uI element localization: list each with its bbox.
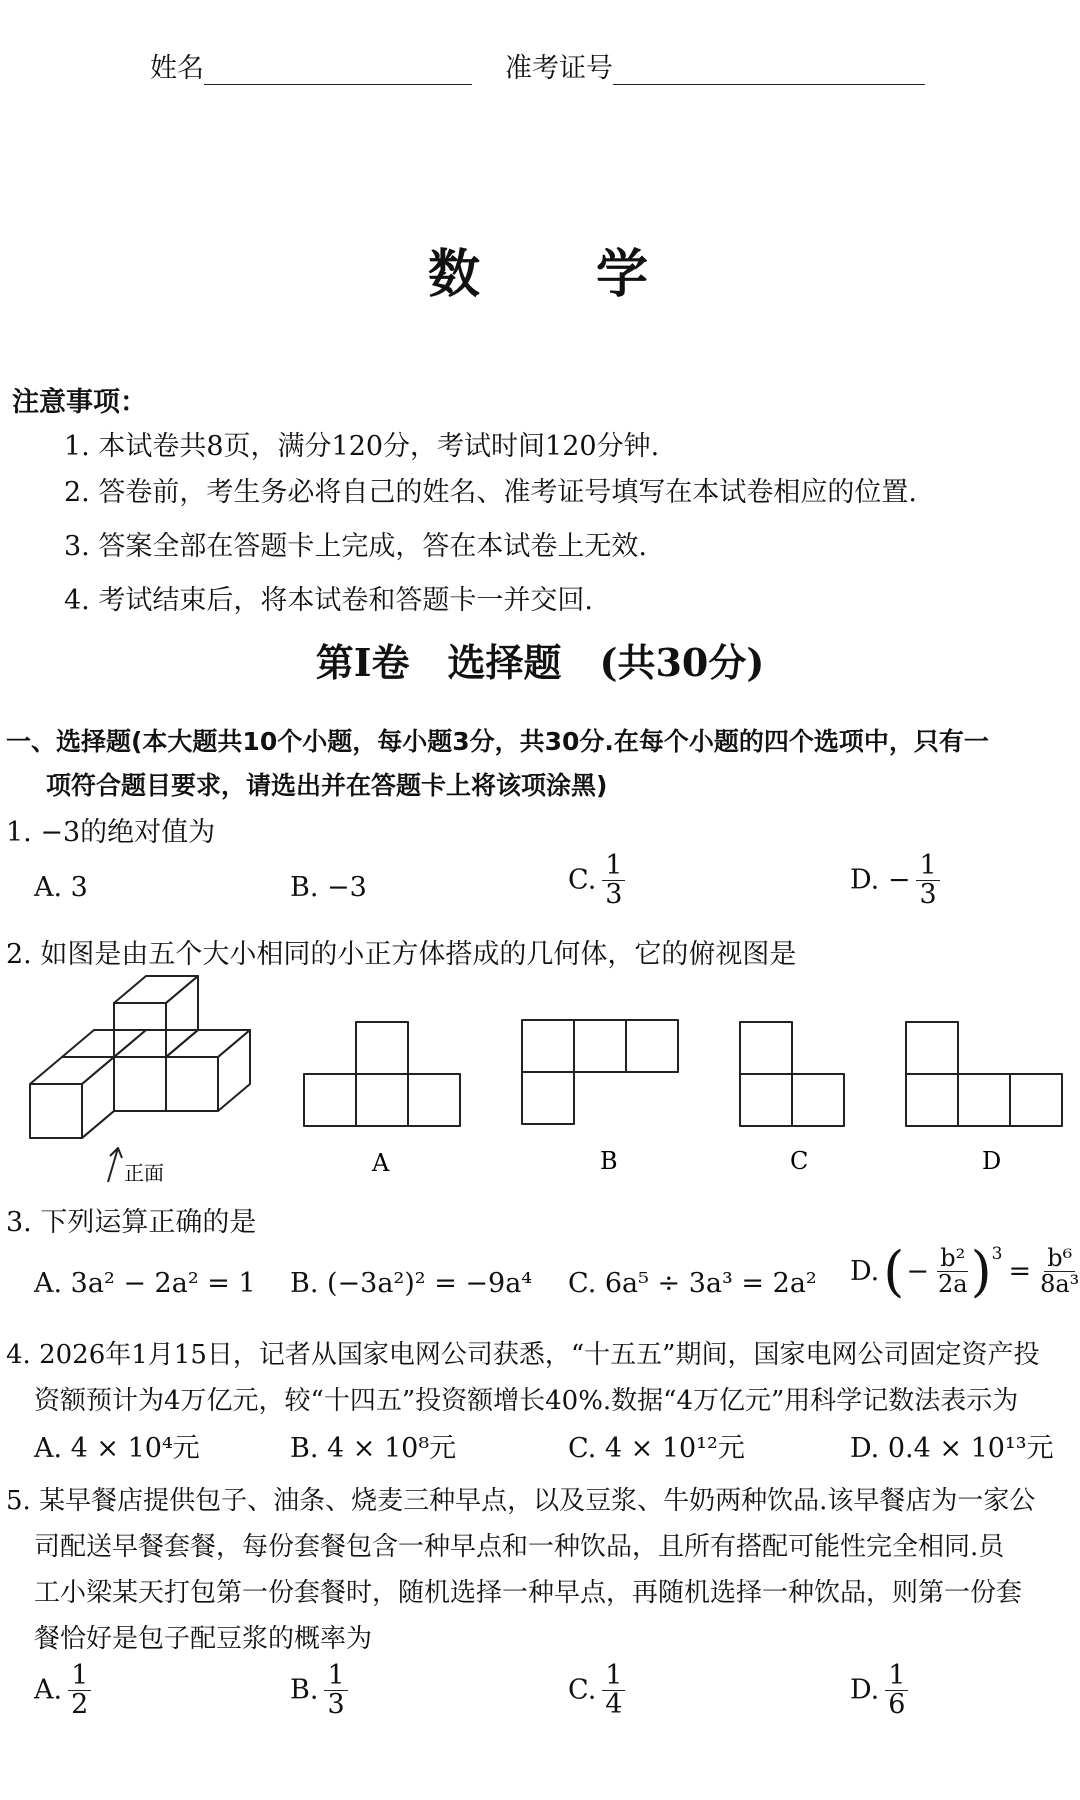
q5-option-d: D. $\frac{1}{6}$ [850,1662,908,1720]
notice-item: 2. 答卷前，考生务必将自己的姓名、准考证号填写在本试卷相应的位置. [64,477,917,508]
notice-item: 4. 考试结束后，将本试卷和答题卡一并交回. [64,585,593,616]
q5-option-b: B. $\frac{1}{3}$ [290,1662,348,1720]
q2-label-c: C [790,1147,809,1175]
q2-option-d-figure [906,1022,1062,1126]
section-title: 第Ⅰ卷 选择题 (共30分) [315,640,765,685]
q1-option-d: D. − $\frac{1}{3}$ [850,852,940,910]
q5-line4: 餐恰好是包子配豆浆的概率为 [34,1624,373,1654]
q4-option-d: D. 0.4 × 10¹³元 [850,1433,1054,1464]
q2-label-a: A [372,1149,390,1177]
q3-option-a: A. 3a² − 2a² = 1 [34,1268,256,1299]
q1-option-b: B. −3 [290,872,367,903]
q5-line3: 工小梁某天打包第一份套餐时，随机选择一种早点，再随机选择一种饮品，则第一份套 [34,1578,1023,1608]
q3-option-d: D. ( − $\frac{\text{b²}}{2a}$ ) 3 = $\frac{\text{b⁶}}{\text{8a³}}$ [850,1240,1080,1303]
q2-label-b: B [600,1147,618,1175]
q4-option-b: B. 4 × 10⁸元 [290,1433,457,1464]
q5-option-c: C. $\frac{1}{4}$ [568,1662,625,1720]
part1-instruction-line2: 项符合题目要求，请选出并在答题卡上将该项涂黑) [46,771,608,800]
q3-option-c: C. 6a⁵ ÷ 3a³ = 2a² [568,1268,817,1299]
notice-item: 3. 答案全部在答题卡上完成，答在本试卷上无效. [64,531,647,562]
q5-line1: 5. 某早餐店提供包子、油条、烧麦三种早点，以及豆浆、牛奶两种饮品.该早餐店为一家公 [6,1486,1036,1516]
q2-option-c-figure [740,1022,844,1126]
q2-label-d: D [982,1147,1002,1175]
page-title: 数 学 [427,245,652,305]
q3-option-b: B. (−3a²)² = −9a⁴ [290,1268,533,1299]
q2-figure [0,960,1080,1190]
cube-solid-figure [30,976,250,1182]
q3-stem: 3. 下列运算正确的是 [6,1207,257,1238]
q4-option-c: C. 4 × 10¹²元 [568,1433,745,1464]
notice-heading: 注意事项： [12,387,147,418]
q2-option-a-figure [304,1022,460,1126]
q5-line2: 司配送早餐套餐，每份套餐包含一种早点和一种饮品，且所有搭配可能性完全相同.员 [34,1532,1005,1562]
part1-instruction-line1: 一、选择题(本大题共10个小题，每小题3分，共30分.在每个小题的四个选项中，只有一 [6,727,989,756]
q1-option-a: A. 3 [34,872,88,903]
front-label: 正面 [124,1161,164,1185]
name-field [150,46,472,85]
q1-option-c: C. $\frac{1}{3}$ [568,852,625,910]
exam-id-label: 准考证号 [505,53,613,84]
q5-option-a: A. $\frac{1}{2}$ [34,1662,91,1720]
q4-option-a: A. 4 × 10⁴元 [34,1433,200,1464]
notice-item: 1. 本试卷共8页，满分120分，考试时间120分钟. [64,431,660,462]
q1-stem: 1. −3的绝对值为 [6,817,216,848]
q2-option-b-figure [522,1020,678,1124]
name-label: 姓名 [150,53,204,84]
q2-stem: 2. 如图是由五个大小相同的小正方体搭成的几何体，它的俯视图是 [6,939,797,970]
exam-id-field [505,46,925,85]
q4-line1: 4. 2026年1月15日，记者从国家电网公司获悉，“十五五”期间，国家电网公司固定资产投 [6,1340,1040,1370]
exam-id-blank [613,58,925,85]
q4-line2: 资额预计为4万亿元，较“十四五”投资额增长40%.数据“4万亿元”用科学记数法表示为 [34,1386,1019,1416]
name-blank [204,58,472,85]
